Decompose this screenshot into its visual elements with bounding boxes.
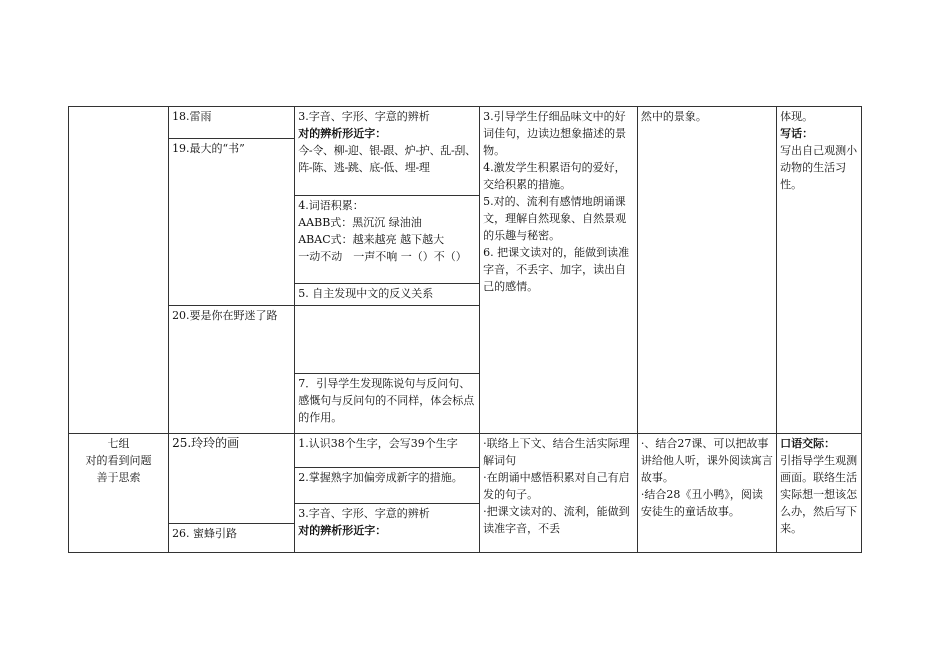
knowledge-text: 今-令、柳-迎、银-跟、炉-护、乱-刮、阵-陈、逃-跳、底-低、埋-理 (298, 144, 476, 174)
note-text: 体现。 (780, 110, 814, 123)
note-text: 引指导学生观测画面。联络生活实际想一想该怎么办，然后写下来。 (780, 454, 858, 535)
extension-item: ·结合28《丑小鸭》，阅读安徒生的童话故事。 (640, 488, 763, 518)
knowledge-cell (295, 284, 480, 306)
knowledge-item: 3.字音、字形、字意的辨析 (298, 507, 430, 520)
lesson-cell (169, 434, 295, 524)
lesson-cell (169, 139, 295, 306)
lesson-cell (169, 107, 295, 139)
knowledge-cell (295, 196, 480, 284)
extension-text: 然中的景象。 (640, 110, 707, 123)
lesson-25: 25.玲玲的画 (172, 436, 240, 450)
knowledge-item: 2.掌握熟字加偏旁成新字的措施。 (298, 471, 463, 484)
knowledge-item: 7．引导学生发现陈说句与反问句、感慨句与反问句的不同样，体会标点的作用。 (298, 377, 475, 424)
note-heading: 口语交际： (780, 437, 836, 450)
knowledge-item: 3.字音、字形、字意的辨析 (298, 110, 430, 123)
knowledge-cell (295, 434, 480, 468)
note-cell (777, 434, 862, 553)
knowledge-cell (295, 306, 480, 374)
unit-subtitle: 善于思索 (96, 471, 141, 484)
knowledge-item: 4.词语积累： (298, 199, 364, 212)
unit-name: 七组 (107, 437, 130, 450)
table-row (69, 107, 862, 139)
knowledge-text: 一动不动 一声不响 一（）不（） (298, 250, 467, 263)
knowledge-heading: 对的辨析形近字： (298, 524, 387, 537)
extension-cell (637, 107, 776, 434)
goals-cell (480, 434, 638, 553)
goal-item: 3.引导学生仔细品味文中的好词佳句，边读边想象描述的景物。 (483, 110, 627, 157)
goal-item: ·联络上下文、结合生活实际理解词句 (483, 437, 630, 467)
note-heading: 写话： (780, 127, 814, 140)
unit-subtitle: 对的看到问题 (85, 454, 152, 467)
goal-item: 5.对的、流利有感情地朗诵课文，理解自然现象、自然景观的乐趣与秘密。 (483, 195, 627, 242)
knowledge-cell (295, 374, 480, 434)
unit-cell-empty (69, 107, 169, 434)
table-row (69, 434, 862, 468)
extension-item: ·、结合27课、可以把故事讲给他人听，课外阅读寓言故事。 (640, 437, 773, 484)
knowledge-text: ABAC式：越来越亮 越下越大 (298, 233, 445, 246)
lesson-26: 26. 蜜蜂引路 (172, 527, 238, 540)
knowledge-item: 1.认识38个生字，会写39个生字 (298, 437, 458, 450)
goal-item: ·把课文读对的、流利，能做到读准字音，不丢 (483, 505, 630, 535)
goals-cell (480, 107, 638, 434)
knowledge-cell (295, 504, 480, 553)
goal-item: 4.激发学生积累语句的爱好，交给积累的措施。 (483, 161, 626, 191)
unit-cell (69, 434, 169, 553)
note-text: 写出自己观测小动物的生活习性。 (780, 144, 858, 191)
knowledge-cell (295, 468, 480, 504)
goal-item: ·在朗诵中感悟积累对自己有启发的句子。 (483, 471, 630, 501)
goal-item: 6. 把课文读对的，能做到读准字音，不丢字、加字，读出自己的感情。 (483, 246, 630, 293)
lesson-18: 18.雷雨 (172, 110, 212, 123)
knowledge-heading: 对的辨析形近字： (298, 127, 387, 140)
knowledge-item: 5. 自主发现中文的反义关系 (298, 287, 434, 300)
knowledge-cell (295, 107, 480, 196)
knowledge-text: AABB式：黑沉沉 绿油油 (298, 216, 422, 229)
lesson-19: 19.最大的“书” (172, 142, 245, 155)
lesson-cell (169, 524, 295, 553)
note-cell (777, 107, 862, 434)
lesson-20: 20.要是你在野迷了路 (172, 309, 278, 322)
lesson-cell (169, 306, 295, 434)
extension-cell (637, 434, 776, 553)
lesson-plan-table (68, 106, 862, 553)
